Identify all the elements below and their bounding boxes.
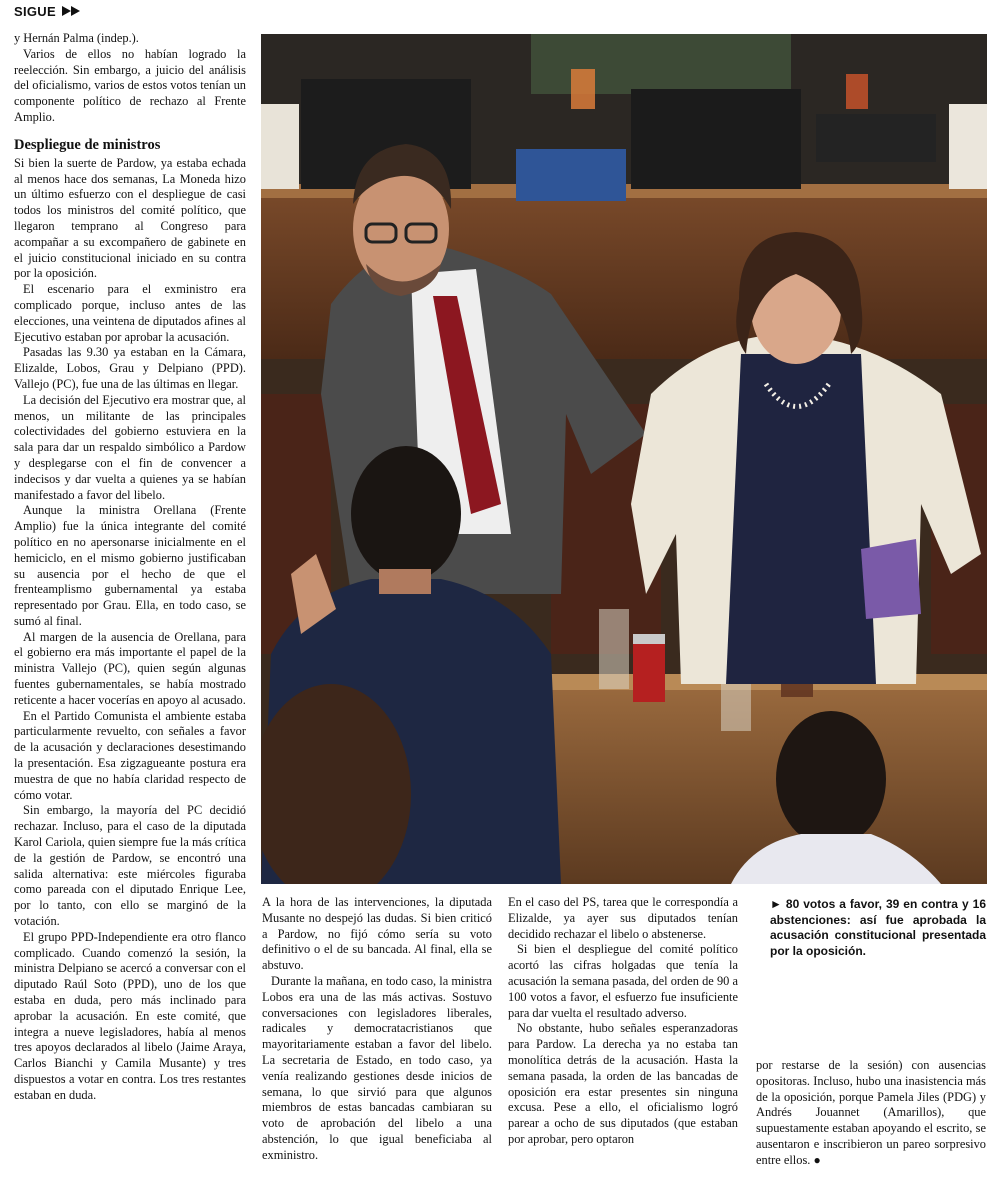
paragraph: A la hora de las intervenciones, la diputada Musante no despejó las dudas. Si bien criticó a Pardow, no fijó cómo sería su voto definitivo o el de su bancada. Al final, ella se abstuvo. [262,895,492,973]
paragraph: Varios de ellos no habían logrado la reelección. Sin embargo, a juicio del análisis del oficialismo, varios de estos votos tenían un componente político de rechazo al Frente Amplio. [14,46,246,124]
paragraph: y Hernán Palma (indep.). [14,31,139,45]
paragraph: La decisión del Ejecutivo era mostrar que, al menos, un militante de las principales colectividades del gobierno estuviera en la sala para dar un respaldo simbólico a Pardow y desplegarse con el fin de convencer a indecisos y dar vuelta a quienes ya se habían manifestado a favor del libelo. [14,392,246,502]
paragraph: No obstante, hubo señales esperanzadoras para Pardow. La derecha ya no estaba tan monolítica detrás de la acusación. Hasta la semana pasada, la orden de las bancadas de oposición era estar presentes sin ninguna excusa. Pese a ello, el oficialismo logró parear a ocho de sus diputados (que estaban por aprobar, pero optaron [508,1021,738,1146]
paragraph: Sin embargo, la mayoría del PC decidió rechazar. Incluso, para el caso de la diputada Karol Cariola, quien siempre fue la más crítica de la gestión de Pardow, se encontró una salida alternativa: este miércoles figuraba como pareada con el diputado Enrique Lee, por lo tanto, con ello se marginó de la votación. [14,803,246,929]
paragraph [756,1058,986,1169]
article-column-3 [508,895,738,1148]
paragraph: Si bien la suerte de Pardow, ya estaba echada al menos hace dos semanas, La Moneda hizo un último esfuerzo con el despliegue de casi todos los ministros del comité político, que llegaron temprano al Congreso para acompañar a su excompañero de gabinete en el juicio constitucional iniciado en su contra por la oposición. [14,155,246,281]
article-column-1 [14,31,246,1104]
paragraph: El escenario para el exministro era complicado porque, incluso antes de las elecciones, una veintena de diputados afines al Ejecutivo estaban por aprobar la acusación. [14,282,246,344]
photo-illustration [261,34,987,884]
end-mark: ● [813,1152,821,1167]
paragraph: Si bien el despliegue del comité político acortó las cifras holgadas que tenía la acusación la semana pasada, del orden de 90 a 100 votos a favor, el esfuerzo fue insuficiente para dar vuelta el resultado adverso. [508,942,738,1020]
paragraph: Al margen de la ausencia de Orellana, para el gobierno era más importante el papel de la ministra Vallejo (PC), quien según algunas fuentes gubernamentales, se había mostrado reticente a hacer vocerías en apoyo al acusado. [14,629,246,707]
paragraph: El grupo PPD-Independiente era otro flanco complicado. Cuando comenzó la sesión, la ministra Delpiano se acercó a conversar con el diputado Raúl Soto (PPD), uno de los que estaba en duda, pero más inclinado para aprobar la acusación. En este comité, que integra a nueve legisladores, había al menos tres apoyos declarados al libelo (Jaime Araya, Carlos Bianchi y Camila Musante) y tres dispuestos a votar en contra. Los tres restantes estaban en duda. [14,929,246,1102]
article-column-2 [262,895,492,1164]
caption-marker: ► [770,897,782,911]
paragraph: En el caso del PS, tarea que le correspondía a Elizalde, ya ayer sus diputados tenían decidido rechazar el libelo o abstenerse. [508,895,738,941]
double-play-icon [62,6,82,16]
paragraph: Pasadas las 9.30 ya estaban en la Cámara, Elizalde, Lobos, Grau y Delpiano (PPD). Vallejo (PC), fue una de las últimas en llegar. [14,345,246,391]
continue-text: SIGUE [14,4,56,19]
article-column-4 [756,1058,986,1169]
paragraph: Aunque la ministra Orellana (Frente Amplio) fue la única integrante del comité político en no apersonarse inicialmente en el hemiciclo, en el mismo gobierno justificaban su ausencia por el hecho de que el frenteamplismo gubernamental ya estaba representado por Grau. Ella, en todo caso, se sumó al final. [14,503,246,628]
continue-label [14,4,82,19]
paragraph: En el Partido Comunista el ambiente estaba particularmente revuelto, con señales a favor de la acusación y declaraciones desestimando la presentación. Esa zigzagueante postura era muestra de que no había claridad respecto de cómo votar. [14,708,246,802]
news-photo [261,34,987,884]
photo-caption [770,897,986,959]
paragraph-text: por restarse de la sesión) con ausencias opositoras. Incluso, hubo una inasistencia más de la oposición, porque Pamela Jiles (PDG) y Andrés Jouannet (Amarillos), que supuestamente estaban apoyando el escrito, se ausentaron e inscribieron un pareo sorpresivo entre ellos. [756,1058,986,1167]
section-heading: Despliegue de ministros [14,136,161,153]
paragraph: Durante la mañana, en todo caso, la ministra Lobos era una de las más activas. Sostuvo conversaciones con legisladores liberales, radicales y democratacristianos que mayoritariamente estaban a favor del libelo. La secretaria de Estado, en todo caso, ya venía realizando gestiones desde inicios de semana, lo que sirvió para que algunos miembros de estas bancadas cambiaran su voto de aprobación del libelo a una abstención, lo que igual beneficiaba al exministro. [262,973,492,1162]
caption-text: 80 votos a favor, 39 en contra y 16 abstenciones: así fue aprobada la acusación constitucional presentada por la oposición. [770,897,986,958]
